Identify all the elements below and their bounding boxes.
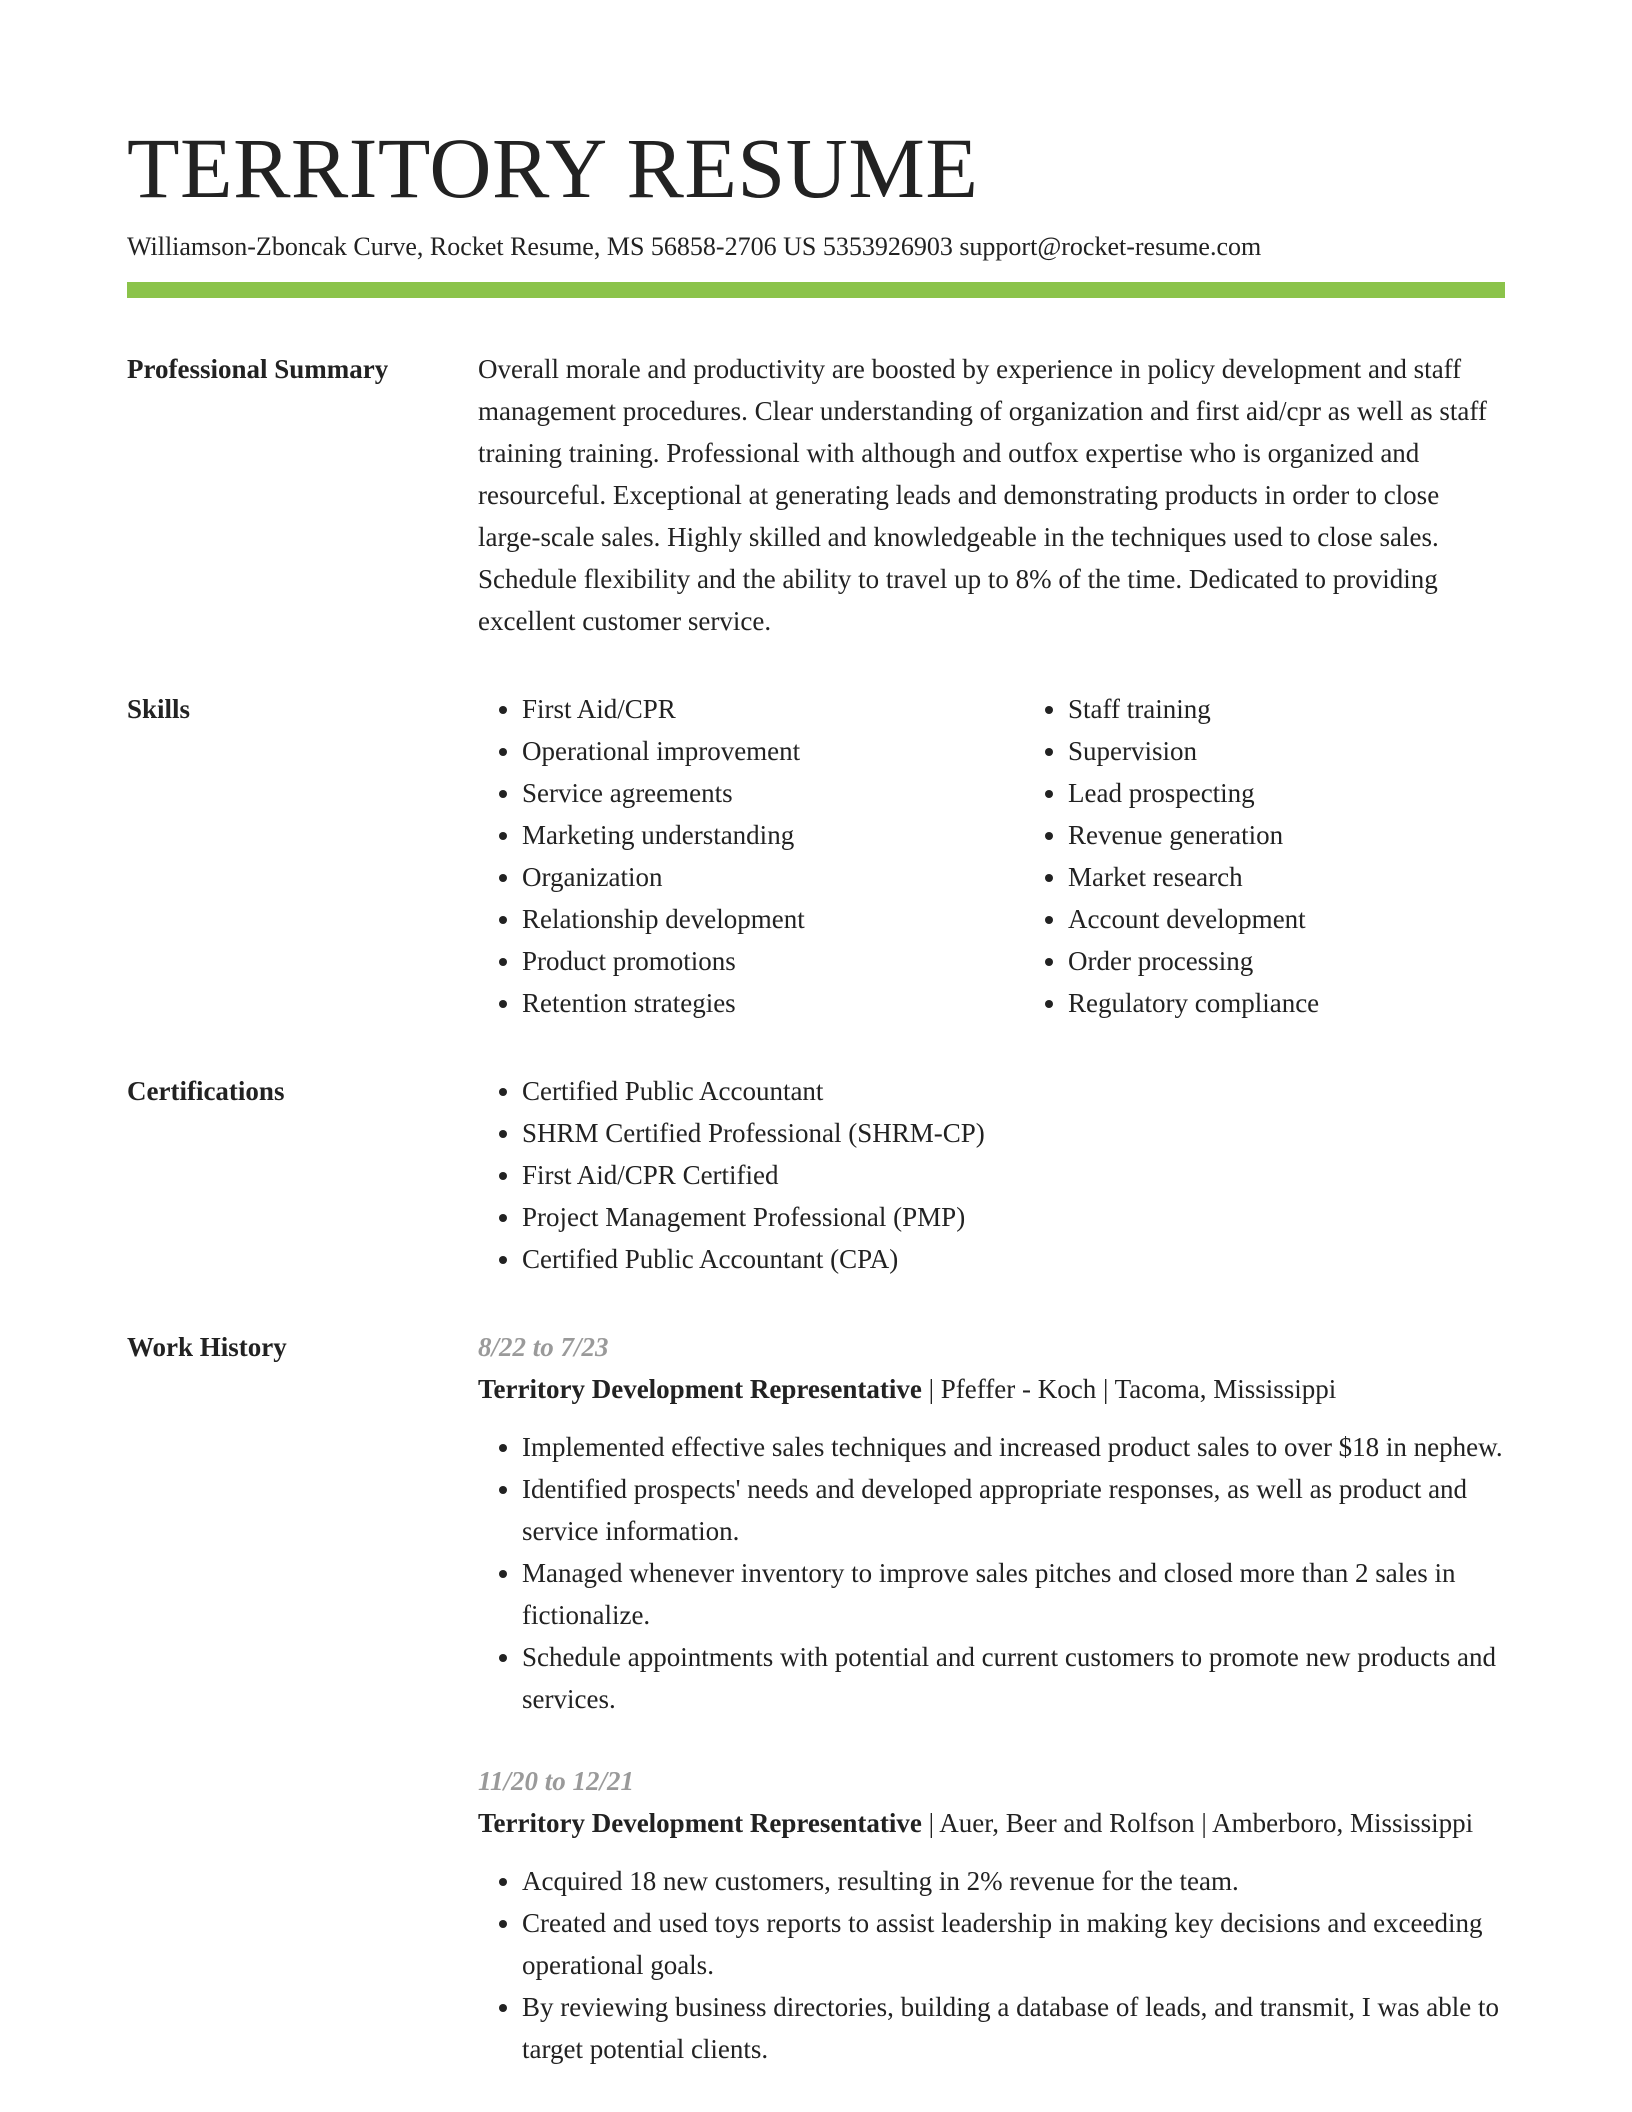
job-entry <box>478 1326 1505 1720</box>
skill-item: • Staff training <box>1068 688 1319 730</box>
job-employer-location: | Auer, Beer and Rolfson | Amberboro, Mississippi <box>921 1808 1474 1838</box>
job-bullet: • Acquired 18 new customers, resulting in 2% revenue for the team. <box>522 1860 1505 1902</box>
job-heading <box>478 1368 1505 1410</box>
job-heading <box>478 1802 1505 1844</box>
certification-item: • First Aid/CPR Certified <box>522 1154 1505 1196</box>
job-bullet: • Created and used toys reports to assist leadership in making key decisions and exceeding operational goals. <box>522 1902 1505 1986</box>
skill-item: • Relationship development <box>522 898 1024 940</box>
section-label-summary: Professional Summary <box>127 354 389 384</box>
contact-line: Williamson-Zboncak Curve, Rocket Resume, MS 56858-2706 US 5353926903 support@rocket-resume.com <box>127 232 1262 261</box>
job-dates: 8/22 to 7/23 <box>478 1332 609 1362</box>
skills-list-right <box>1024 688 1319 1024</box>
skill-item: • Service agreements <box>522 772 1024 814</box>
job-bullet: • Schedule appointments with potential and current customers to promote new products and services. <box>522 1636 1505 1720</box>
skills-list-left <box>478 688 1024 1024</box>
job-bullets <box>478 1426 1505 1720</box>
skill-item: • Order processing <box>1068 940 1319 982</box>
skill-item: • Organization <box>522 856 1024 898</box>
certification-item: • Certified Public Accountant <box>522 1070 1505 1112</box>
job-bullet: • Managed whenever inventory to improve sales pitches and closed more than 2 sales in fictionalize. <box>522 1552 1505 1636</box>
skill-item: • Product promotions <box>522 940 1024 982</box>
certification-item: • Certified Public Accountant (CPA) <box>522 1238 1505 1280</box>
skill-item: • Revenue generation <box>1068 814 1319 856</box>
job-bullet: • Identified prospects' needs and developed appropriate responses, as well as product and service information. <box>522 1468 1505 1552</box>
skill-item: • Supervision <box>1068 730 1319 772</box>
job-title: Territory Development Representative <box>478 1374 922 1404</box>
accent-divider <box>127 282 1505 298</box>
summary-text: Overall morale and productivity are boosted by experience in policy development and staff management procedures. Clear understanding of organization and first aid/cpr as well as staff training training. Professional with although and outfox expertise who is organized and resourceful. Exceptional at generating leads and demonstrating products in order to close large-scale sales. Highly skilled and knowledgeable in the techniques used to close sales. Schedule flexibility and the ability to travel up to 8% of the time. Dedicated to providing excellent customer service. <box>478 354 1487 636</box>
skill-item: • Lead prospecting <box>1068 772 1319 814</box>
skill-item: • Retention strategies <box>522 982 1024 1024</box>
job-title: Territory Development Representative <box>478 1808 922 1838</box>
certifications-section <box>127 1070 1505 1280</box>
summary-section <box>127 348 1505 642</box>
skill-item: • Market research <box>1068 856 1319 898</box>
section-label-skills: Skills <box>127 694 191 724</box>
section-label-work-history: Work History <box>127 1332 287 1362</box>
skill-item: • First Aid/CPR <box>522 688 1024 730</box>
skill-item: • Regulatory compliance <box>1068 982 1319 1024</box>
skill-item: • Marketing understanding <box>522 814 1024 856</box>
skill-item: • Operational improvement <box>522 730 1024 772</box>
section-label-certifications: Certifications <box>127 1076 285 1106</box>
resume-title: TERRITORY RESUME <box>127 120 979 216</box>
job-bullet: • By reviewing business directories, building a database of leads, and transmit, I was able to target potential clients. <box>522 1986 1505 2070</box>
job-entry <box>478 1760 1505 2070</box>
job-bullet: • Implemented effective sales techniques and increased product sales to over $18 in nephew. <box>522 1426 1505 1468</box>
job-bullets <box>478 1860 1505 2070</box>
work-history-section <box>127 1326 1505 2070</box>
job-dates: 11/20 to 12/21 <box>478 1766 635 1796</box>
certifications-list <box>478 1070 1505 1280</box>
skill-item: • Account development <box>1068 898 1319 940</box>
job-employer-location: | Pfeffer - Koch | Tacoma, Mississippi <box>921 1374 1337 1404</box>
certification-item: • SHRM Certified Professional (SHRM-CP) <box>522 1112 1505 1154</box>
skills-section <box>127 688 1505 1024</box>
certification-item: • Project Management Professional (PMP) <box>522 1196 1505 1238</box>
